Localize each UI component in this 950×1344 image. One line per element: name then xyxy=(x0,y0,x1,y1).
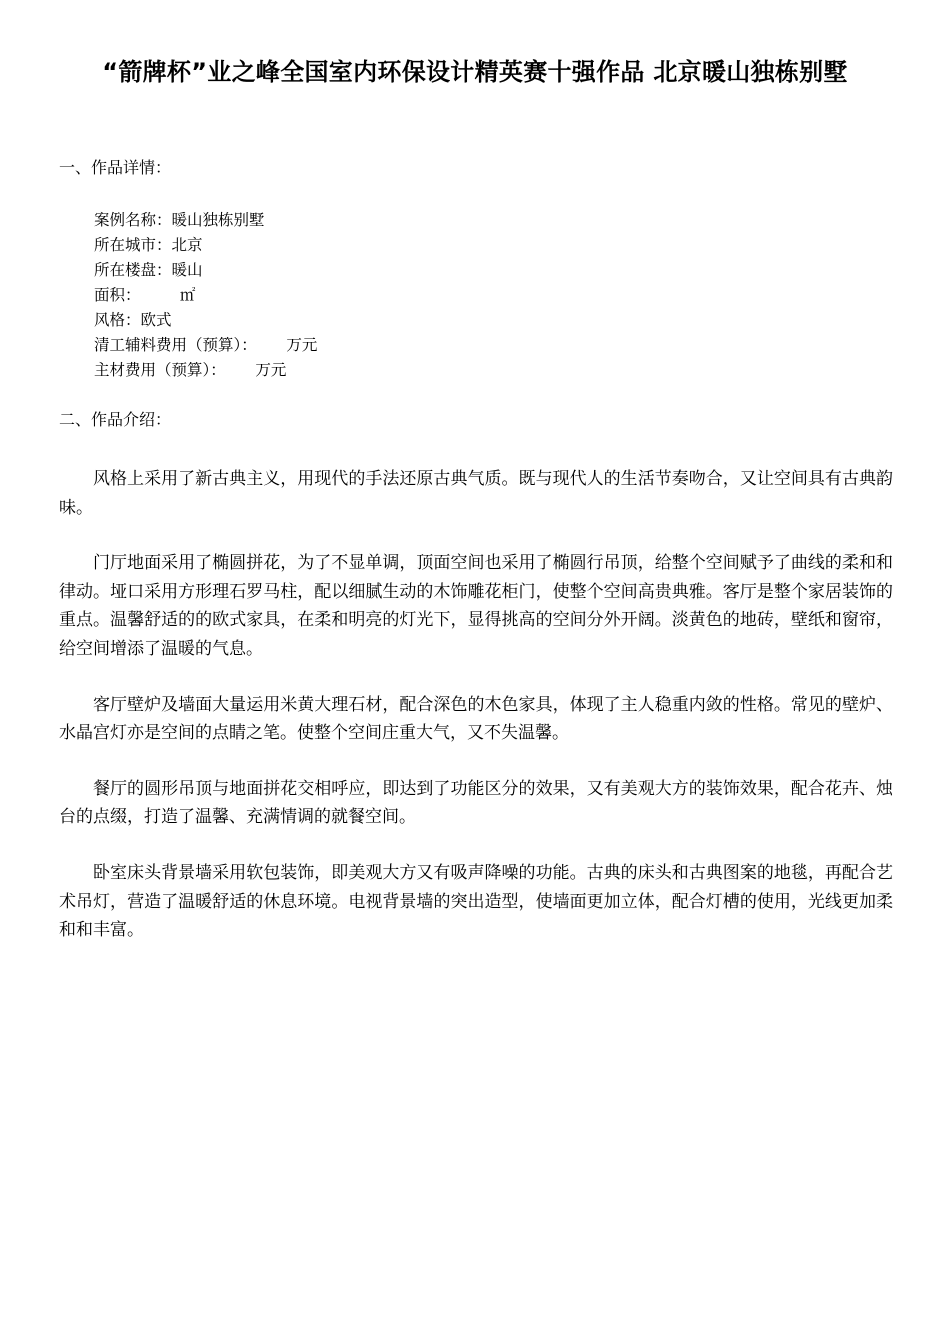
detail-material-cost: 主材费用（预算）： 万元 xyxy=(94,361,287,379)
intro-paragraph-style: 风格上采用了新古典主义，用现代的手法还原古典气质。既与现代人的生活节奏吻合，又让空间具有古典韵味。 xyxy=(59,469,893,518)
document-title: “箭牌杯”业之峰全国室内环保设计精英赛十强作品 北京暖山独栋别墅 xyxy=(102,58,848,86)
intro-body xyxy=(59,465,893,972)
detail-city: 所在城市：北京 xyxy=(94,236,203,254)
detail-style: 风格：欧式 xyxy=(94,311,172,329)
detail-area: 面积： ㎡ xyxy=(94,286,196,304)
details-heading: 一、作品详情： xyxy=(59,158,172,177)
detail-labor-cost: 清工辅料费用（预算）： 万元 xyxy=(94,336,318,354)
details-list xyxy=(94,208,317,383)
intro-paragraph-bedroom: 卧室床头背景墙采用软包装饰，即美观大方又有吸声降噪的功能。古典的床头和古典图案的地毯，再配合艺术吊灯，营造了温暖舒适的休息环境。电视背景墙的突出造型，使墙面更加立体，配合灯槽的使用，光线更加柔和和丰富。 xyxy=(59,862,893,941)
detail-property: 所在楼盘：暖山 xyxy=(94,261,203,279)
intro-paragraph-dining-room: 餐厅的圆形吊顶与地面拼花交相呼应，即达到了功能区分的效果，又有美观大方的装饰效果，配合花卉、烛台的点缀，打造了温馨、充满情调的就餐空间。 xyxy=(59,778,893,828)
intro-paragraph-living-room: 客厅壁炉及墙面大量运用米黄大理石材，配合深色的木色家具，体现了主人稳重内敛的性格。常见的壁炉、水晶宫灯亦是空间的点睛之笔。使整个空间庄重大气，又不失温馨。 xyxy=(59,694,893,744)
detail-case-name: 案例名称：暖山独栋别墅 xyxy=(94,211,265,229)
intro-paragraph-foyer: 门厅地面采用了椭圆拼花，为了不显单调，顶面空间也采用了椭圆行吊顶，给整个空间赋予了曲线的柔和和律动。垭口采用方形理石罗马柱，配以细腻生动的木饰雕花柜门，使整个空间高贵典雅。客厅是整个家居装饰的重点。温馨舒适的的欧式家具，在柔和明亮的灯光下，显得挑高的空间分外开阔。淡黄色的地砖，壁纸和窗帘，给空间增添了温暖的气息。 xyxy=(59,553,893,659)
intro-heading: 二、作品介绍： xyxy=(59,410,172,429)
